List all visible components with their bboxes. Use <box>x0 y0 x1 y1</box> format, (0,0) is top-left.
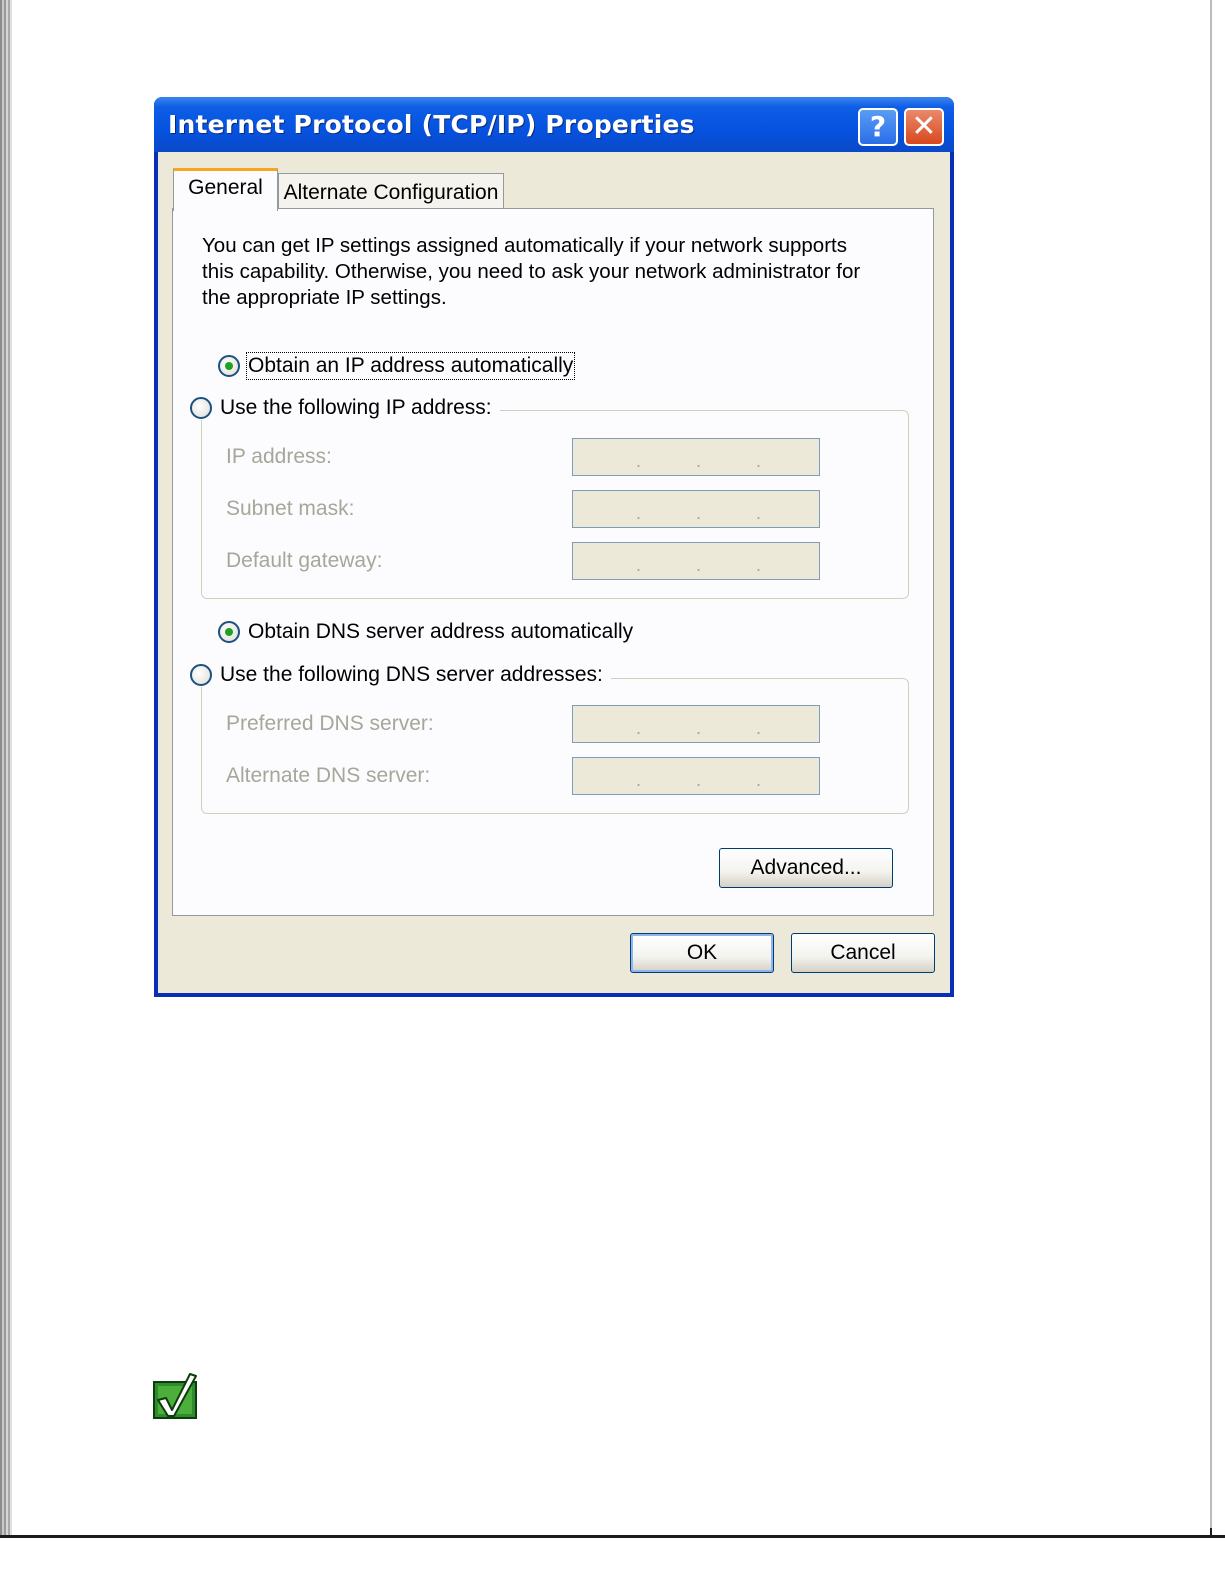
default-gateway-input[interactable]: . . . <box>572 542 820 580</box>
help-button[interactable] <box>858 108 898 146</box>
radio-label: Use the following DNS server addresses: <box>220 663 603 686</box>
page-right-margin-line <box>1210 0 1212 1535</box>
dialog-title: Internet Protocol (TCP/IP) Properties <box>168 110 695 139</box>
radio-use-following-ip[interactable] <box>190 396 500 420</box>
page-bottom-rule <box>0 1535 1225 1538</box>
ok-button[interactable]: OK <box>630 933 774 973</box>
general-tab-panel <box>172 208 934 916</box>
close-button[interactable] <box>904 108 944 146</box>
subnet-mask-label: Subnet mask: <box>226 497 355 520</box>
ip-address-input[interactable]: . . . <box>572 438 820 476</box>
page-bottom-tick <box>1210 1528 1212 1538</box>
intro-line: this capability. Otherwise, you need to ask your network administrator for <box>202 260 861 283</box>
advanced-button[interactable]: Advanced... <box>719 848 893 888</box>
radio-label: Use the following IP address: <box>220 396 492 419</box>
checkmark-note-icon <box>152 1372 198 1420</box>
tab-general[interactable]: General <box>173 168 278 211</box>
preferred-dns-label: Preferred DNS server: <box>226 712 434 735</box>
radio-obtain-ip-auto[interactable] <box>218 354 581 378</box>
default-gateway-label: Default gateway: <box>226 549 383 572</box>
intro-line: You can get IP settings assigned automatically if your network supports <box>202 234 847 257</box>
cancel-button[interactable]: Cancel <box>791 933 935 973</box>
radio-use-following-dns[interactable] <box>190 663 611 687</box>
intro-line: the appropriate IP settings. <box>202 286 447 309</box>
intro-text <box>202 233 902 311</box>
alternate-dns-label: Alternate DNS server: <box>226 764 431 787</box>
close-icon: ✕ <box>911 109 937 144</box>
page-left-margin-bar <box>0 0 12 1535</box>
radio-label: Obtain DNS server address automatically <box>248 620 634 643</box>
alternate-dns-input[interactable]: . . . <box>572 757 820 795</box>
radio-button-checked[interactable] <box>218 355 240 377</box>
radio-button-checked[interactable] <box>218 621 240 643</box>
tcpip-properties-dialog <box>154 97 954 997</box>
radio-label: Obtain an IP address automatically <box>248 354 574 377</box>
subnet-mask-input[interactable]: . . . <box>572 490 820 528</box>
radio-button[interactable] <box>190 397 212 419</box>
radio-button[interactable] <box>190 664 212 686</box>
dns-server-group <box>201 678 909 814</box>
preferred-dns-input[interactable]: . . . <box>572 705 820 743</box>
tab-alternate-configuration[interactable]: Alternate Configuration <box>278 173 504 211</box>
dialog-client-area <box>158 152 950 993</box>
ip-address-label: IP address: <box>226 445 332 468</box>
radio-obtain-dns-auto[interactable] <box>218 620 641 644</box>
ip-address-group <box>201 410 909 599</box>
help-icon: ? <box>869 110 887 143</box>
title-bar[interactable] <box>154 97 954 152</box>
